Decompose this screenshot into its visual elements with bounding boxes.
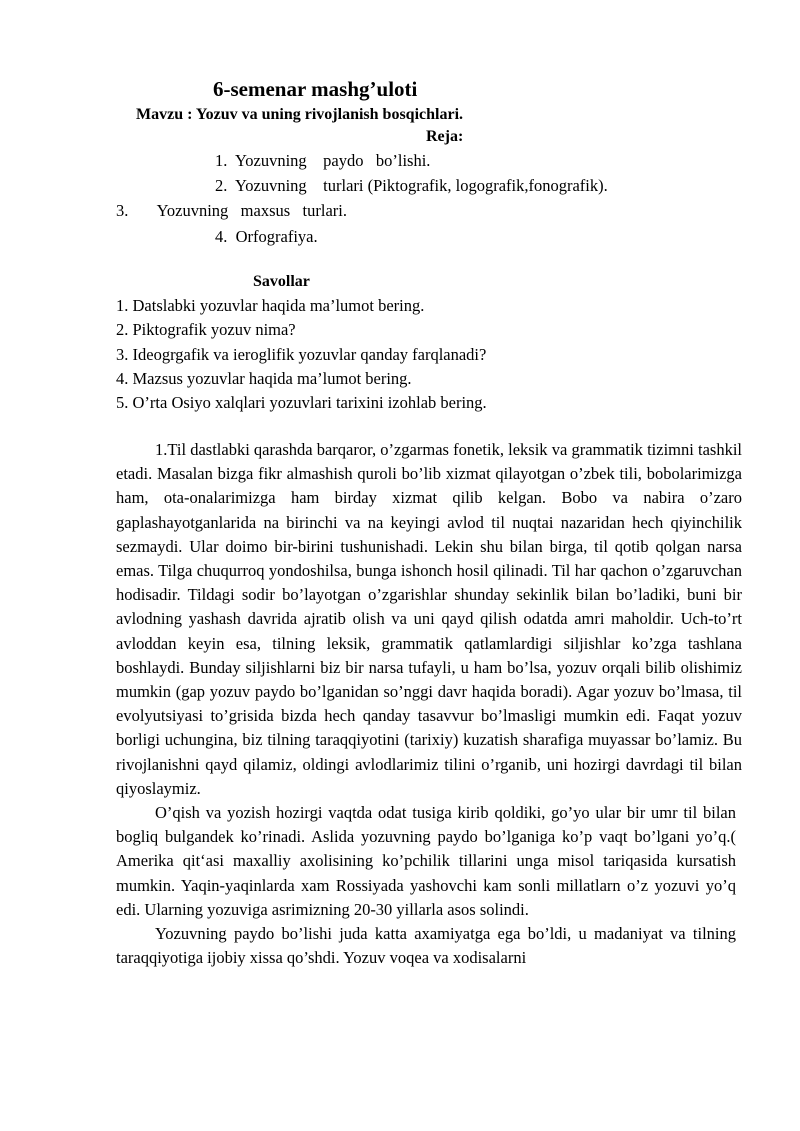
body-text [116,438,742,970]
page-title: 6-semenar mashg’uloti [213,77,418,101]
paragraph: O’qish va yozish hozirgi vaqtda odat tusiga kirib qoldiki, go’yo ular bir umr til bilan bogliq bulgandek ko’rinadi. Aslida yozuvning paydo bo’lganiga ko’p vaqt bo’lgani yo’q.( Amerika qit‘asi maxalliy axolisining ko’pchilik tillarini unga misol tariqasida kursatish mumkin. Yaqin-yaqinlarda xam Rossiyada yashovchi kam sonli millatlarn o’z yozuvi yo’q edi. Ularning yozuviga asrimizning 20-30 yillarla asos solindi. [116,803,736,919]
plan-item-2: 2. Yozuvning turlari (Piktografik, logografik,fonografik). [215,176,608,195]
question-item: 1. Datslabki yozuvlar haqida ma’lumot bering. [116,296,425,315]
paragraph: Yozuvning paydo bo’lishi juda katta axamiyatga ega bo’ldi, u madaniyat va tilning taraqqiyotiga ijobiy xissa qo’shdi. Yozuv voqea va xodisalarni [116,924,736,968]
plan-item-3: 3. Yozuvning maxsus turlari. [116,201,347,220]
question-item: 5. O’rta Osiyo xalqlari yozuvlari tarixini izohlab bering. [116,393,487,413]
paragraph: 1.Til dastlabki qarashda barqaror, o’zgarmas fonetik, leksik va grammatik tizimni tashkil etadi. Masalan bizga fikr almashish quroli bo’lib xizmat qilayotgan o’zbek tili, bobolarimizga ham, ota-onalarimizga ham birday xizmat qilib kelgan. Bobo va nabira o’zaro gaplashayotganlarida na birinchi va na keyingi avlod til nuqtai nazaridan hech qiyinchilik sezmaydi. Ular doimo bir-birini tushunishadi. Lekin shu bilan birga, til qotib qolgan narsa emas. Tilga chuqurroq yondoshilsa, bunga ishonch hosil qilinadi. Til har qachon o’zgaruvchan hodisadir. Tildagi sodir bo’layotgan o’zgarishlar shunday sekinlik bilan bo’ladiki, buni bir avlodning yashash davrida ajratib olish va uni qayd qilish odatda amri maholdir. Uch-to’rt avloddan keyin esa, tilning leksik, grammatik qatlamlardigi siljishlar ko’zga tashlana boshlaydi. Bunday siljishlarni biz bir narsa tufayli, u ham bo’lsa, yozuv orqali bilib olishimiz mumkin (gap yozuv paydo bo’lganidan so’nggi davr haqida boradi). Agar yozuv bo’lmasa, til evolyutsiyasi to’grisida bizda hech qanday tasavvur bo’lmasligi mumkin edi. Faqat yozuv borligi uchungina, biz tilning taraqqiyotini (tarixiy) kuzatish sharafiga muyassar bo’lamiz. Bu rivojlanishni qayd qilamiz, oldingi avlodlarimiz tilini o’rganib, uni hozirgi davrdagi til bilan qiyoslaymiz. [116,440,742,798]
question-item: 3. Ideogrgafik va ieroglifik yozuvlar qanday farqlanadi? [116,344,487,364]
plan-item-1: 1. Yozuvning paydo bo’lishi. [215,151,431,170]
question-item: 2. Piktografik yozuv nima? [116,320,296,340]
question-item: 4. Mazsus yozuvlar haqida ma’lumot bering. [116,368,412,388]
questions-heading: Savollar [253,273,310,290]
plan-item-4: 4. Orfografiya. [215,227,318,246]
questions-list [116,294,756,415]
topic-line: Mavzu : Yozuv va uning rivojlanish bosqichlari. [136,106,464,123]
plan-heading: Reja: [426,128,464,145]
